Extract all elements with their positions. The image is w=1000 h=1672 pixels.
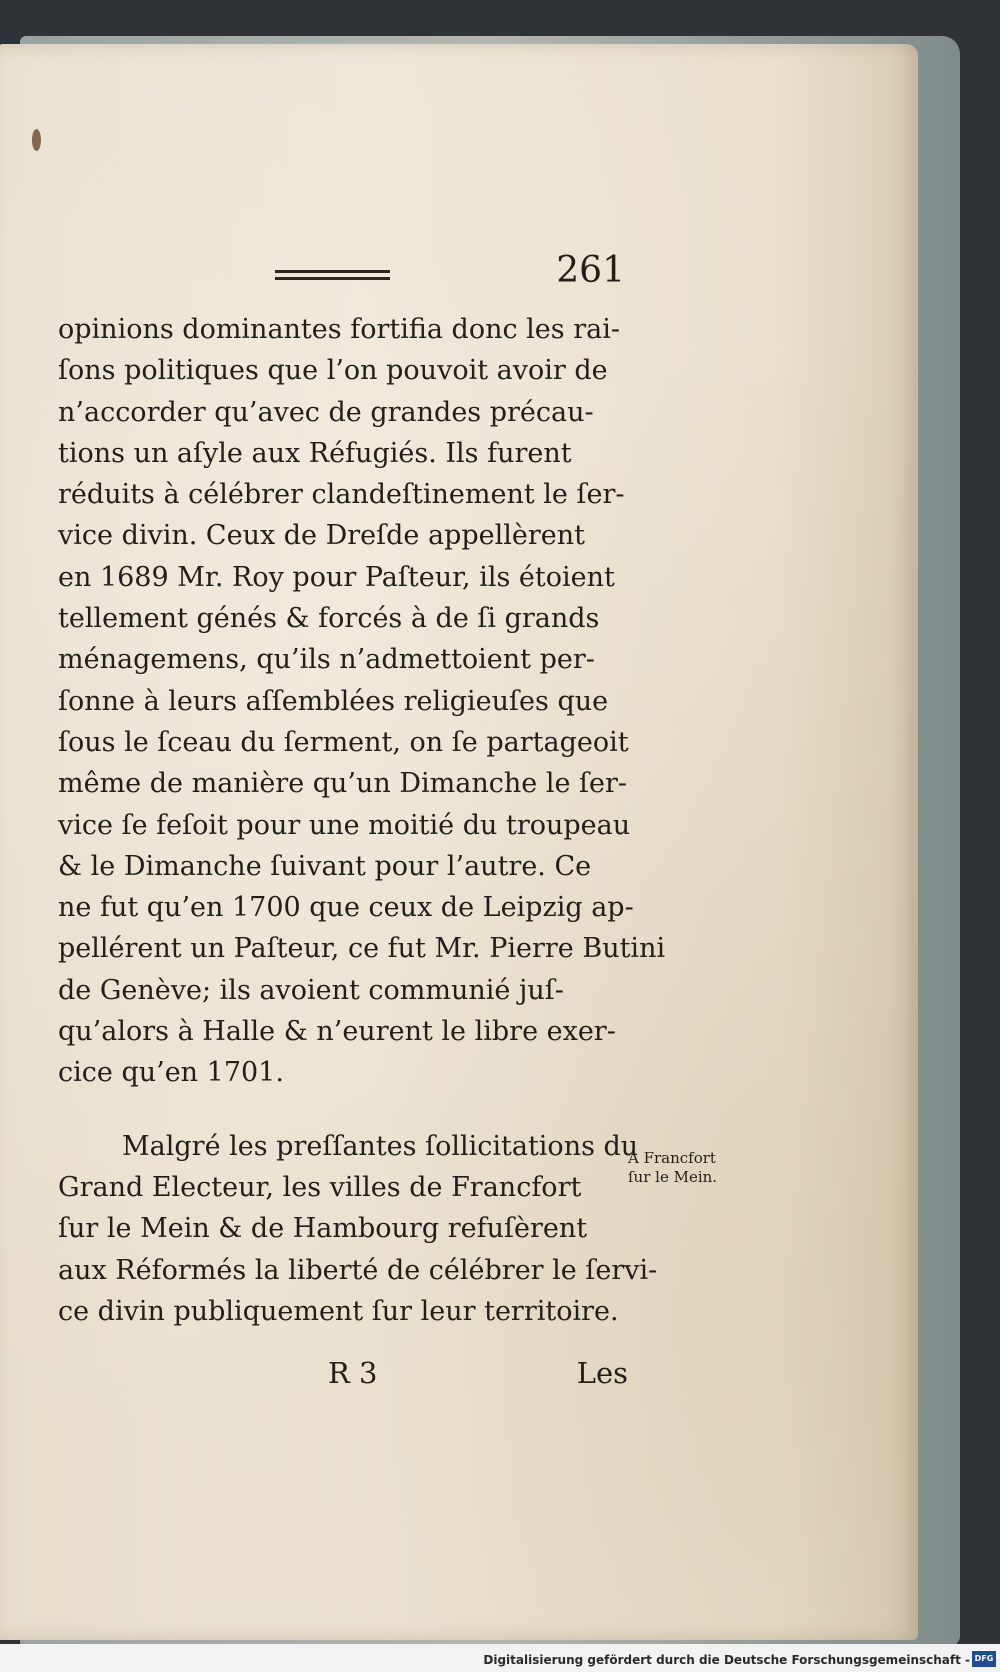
paragraph-2 [58,1126,658,1332]
dfg-logo: DFG [972,1651,996,1667]
page-number: 261 [556,250,625,291]
text-line: en 1689 Mr. Roy pour Paſteur, ils étoient [58,561,615,593]
text-line: opinions dominantes fortifia donc les rai- [58,314,620,345]
text-line: Grand Electeur, les villes de Francfort [58,1171,582,1203]
text-line: n’accorder qu’avec de grandes précau- [58,396,594,428]
text-line: aux Réformés la liberté de célébrer le ſervi- [58,1254,658,1286]
body-text [58,309,666,1332]
catchword: Les [576,1356,628,1390]
text-line: ſur le Mein & de Hambourg refuſèrent [58,1213,588,1245]
margin-note [628,1149,738,1187]
text-line: même de manière qu’un Dimanche le ſer- [58,768,628,800]
signature-mark: R 3 [328,1356,378,1390]
book-page [0,44,918,1640]
text-line: tellement génés & forcés à de ſi grands [58,603,600,635]
margin-note-line: ſur le Mein. [628,1168,718,1186]
text-line: ne fut qu’en 1700 que ceux de Leipzig ap- [58,892,634,924]
text-line: Malgré les preſſantes ſollicitations du [122,1130,639,1162]
text-line: pellérent un Paſteur, ce fut Mr. Pierre Butini [58,933,666,965]
header-rule [275,270,390,280]
text-line: cice qu’en 1701. [58,1057,284,1089]
text-line: ſons politiques que l’on pouvoit avoir de [58,355,608,387]
text-line: & le Dimanche ſuivant pour l’autre. Ce [58,850,592,882]
text-line: qu’alors à Halle & n’eurent le libre exer- [58,1016,616,1048]
text-line: ce divin publiquement ſur leur territoire. [58,1295,619,1327]
text-line: tions un aſyle aux Réfugiés. Ils furent [58,437,572,469]
text-line: vice divin. Ceux de Dreſde appellèrent [58,520,586,552]
text-line: de Genève; ils avoient communié juſ- [58,974,564,1006]
text-line: réduits à célébrer clandeſtinement le ſer- [58,479,625,511]
credit-bar [0,1644,1000,1672]
text-line: ménagemens, qu’ils n’admettoient per- [58,644,595,676]
text-line: ſous le ſceau du ſerment, on ſe partageoit [58,726,629,758]
paragraph-gap [58,1094,618,1126]
ink-spot [32,129,41,151]
text-line: vice ſe feſoit pour une moitié du troupeau [58,809,631,841]
text-line: ſonne à leurs aſſemblées religieuſes que [58,685,609,717]
paragraph-1 [58,309,666,1094]
funding-credit: Digitalisierung gefördert durch die Deutsche Forschungsgemeinschaft - [483,1653,970,1667]
margin-note-line: A Francfort [628,1149,716,1167]
